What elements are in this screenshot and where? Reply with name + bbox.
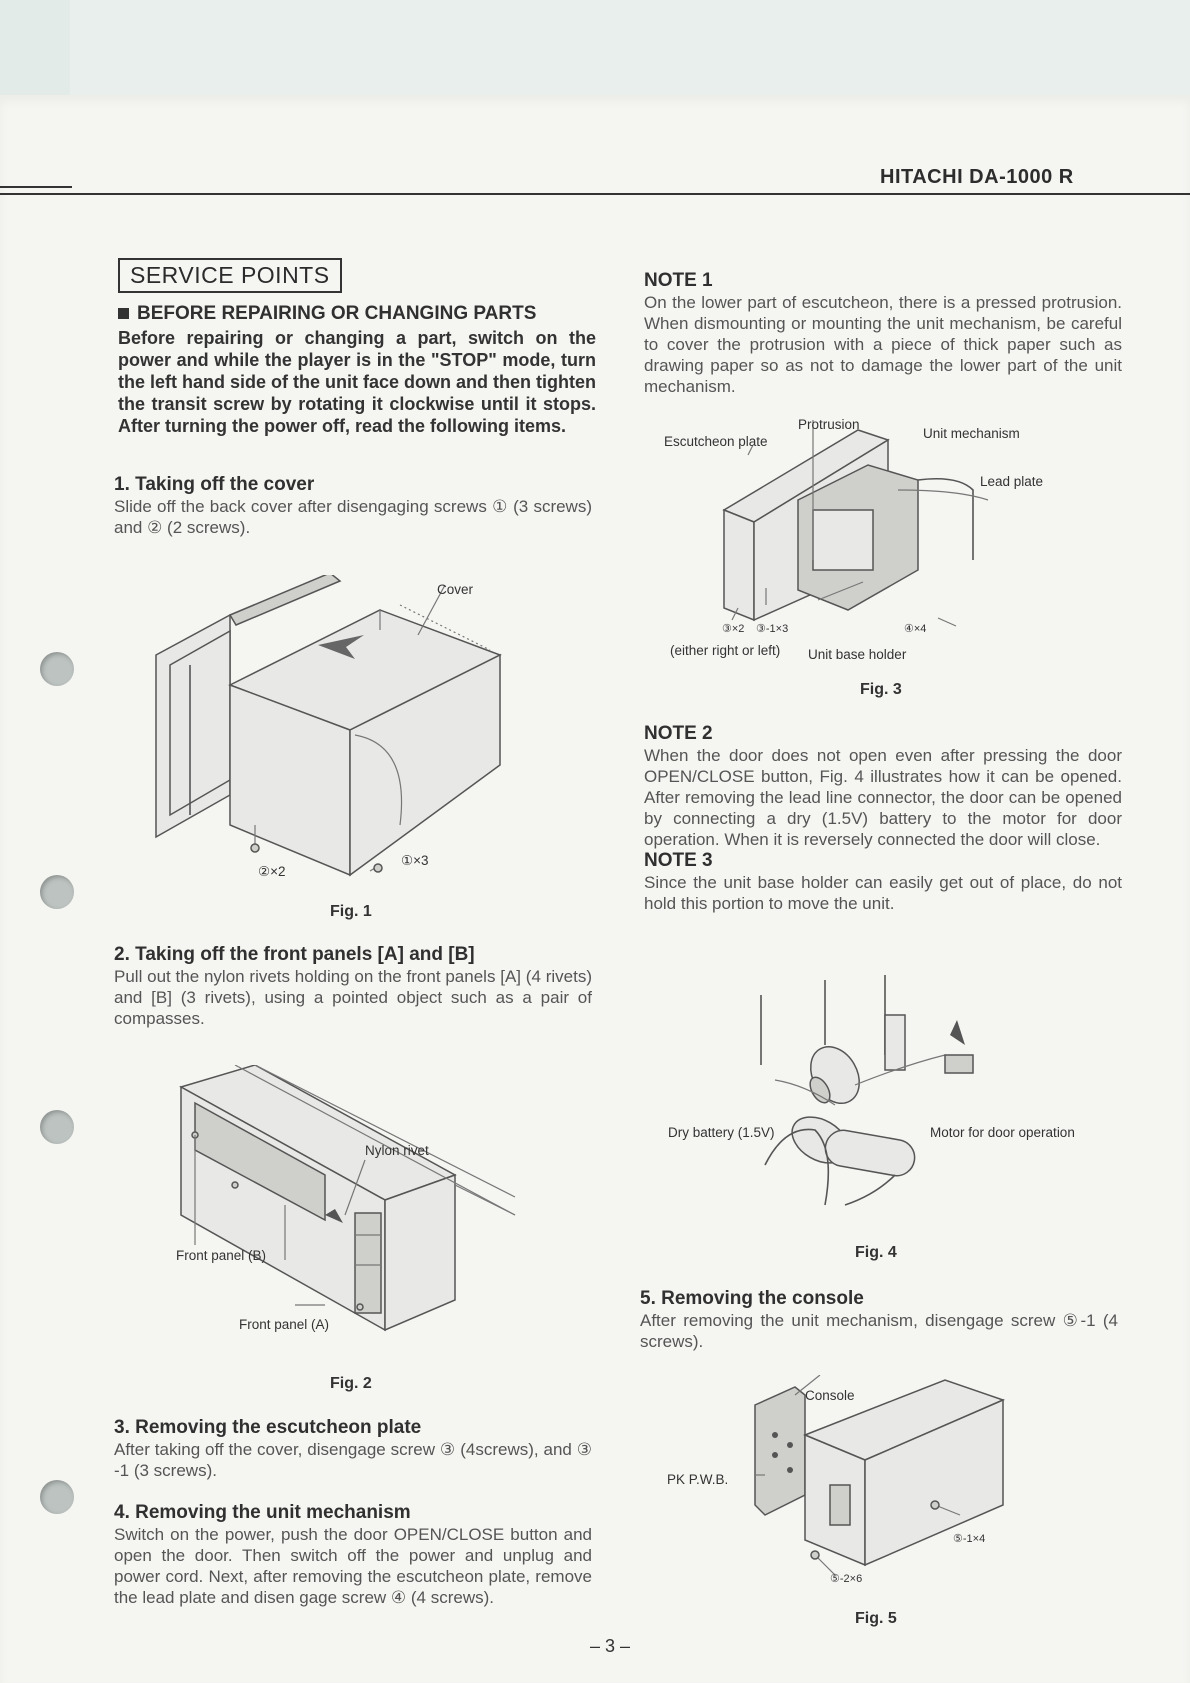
fig4-illustration: [745, 975, 985, 1225]
fig3-unit-mechanism-label: Unit mechanism: [923, 426, 1020, 441]
note-2-text: When the door does not open even after pressing the door OPEN/CLOSE button, Fig. 4 illustrates how it can be opened. After removing the lead line connector, the door can be opened by connecting a dry (1.5V) battery to the motor for door operation. When it is reversely connected the door will close.: [644, 746, 1122, 849]
service-points-title: SERVICE POINTS: [118, 258, 342, 293]
section-3: [114, 1417, 592, 1481]
header-rule-left: [0, 186, 72, 188]
fig3-illustration: [718, 420, 1018, 630]
fig5-screw52x6-label: ⑤-2×6: [830, 1573, 863, 1585]
section-5-title: 5. Removing the console: [640, 1288, 864, 1309]
fig3-lead-plate-label: Lead plate: [980, 474, 1044, 489]
fig2-illustration: [175, 1065, 535, 1335]
section-5-text: After removing the unit mechanism, disengage screw ⑤-1 (4 screws).: [640, 1311, 1118, 1351]
binder-hole: [40, 652, 74, 686]
fig5-screw51x4-label: ⑤-1×4: [953, 1533, 986, 1545]
note-2-title: NOTE 2: [644, 723, 713, 744]
header-rule: [0, 193, 1190, 195]
fig4-motor-label: Motor for door operation: [930, 1125, 1075, 1140]
fig3-screw31x3-label: ③-1×3: [756, 623, 789, 635]
note-3-title: NOTE 3: [644, 850, 713, 871]
section-1: [114, 474, 592, 538]
fig2-nylon-rivet-label: Nylon rivet: [365, 1143, 429, 1158]
left-column: [118, 258, 596, 437]
section-2-text: Pull out the nylon rivets holding on the front panels [A] (4 rivets) and [B] (3 rivets), using a pointed object such as a pair of compasses.: [114, 967, 592, 1028]
note-1-text: On the lower part of escutcheon, there is a pressed protrusion. When dismounting or mounting the unit mechanism, be careful to cover the protrusion with a piece of thick paper such as drawing paper so as not to damage the lower part of the unit mechanism.: [644, 293, 1122, 396]
section-2-title: 2. Taking off the front panels [A] and [B]: [114, 944, 475, 965]
binder-hole: [40, 1480, 74, 1514]
fig3-escutcheon-label: Escutcheon plate: [664, 434, 768, 449]
section-5: [640, 1288, 1118, 1352]
fig5-pk-pwb-label: PK P.W.B.: [667, 1472, 729, 1487]
fig5-console-label: Console: [805, 1388, 855, 1403]
fig2-front-panel-b-label: Front panel (B): [176, 1248, 267, 1263]
fig3-screw3x2-label: ③×2: [722, 623, 745, 635]
fig4-battery-label: Dry battery (1.5V): [668, 1125, 775, 1140]
section-3-text: After taking off the cover, disengage screw ③ (4screws), and ③ -1 (3 screws).: [114, 1440, 592, 1480]
square-bullet-icon: [118, 308, 129, 319]
before-repair-heading: [118, 303, 596, 325]
before-repair-heading-text: BEFORE REPAIRING OR CHANGING PARTS: [137, 303, 537, 324]
fig1-caption: Fig. 1: [330, 903, 372, 920]
binder-hole: [40, 1110, 74, 1144]
fig3-unit-base-holder-label: Unit base holder: [808, 647, 907, 662]
fig5-illustration: [745, 1375, 1015, 1585]
fig2-caption: Fig. 2: [330, 1375, 372, 1392]
fig5-caption: Fig. 5: [855, 1610, 897, 1627]
section-1-title: 1. Taking off the cover: [114, 474, 315, 495]
section-4-text: Switch on the power, push the door OPEN/CLOSE button and open the door. Then switch off the power and unplug and power cord. Next, after removing the escutcheon plate, remove the lead plate and disen gage screw ④ (4 screws).: [114, 1525, 592, 1607]
fig3-caption: Fig. 3: [860, 681, 902, 698]
fig2-front-panel-a-label: Front panel (A): [239, 1317, 330, 1332]
fig3-screw4x4-label: ④×4: [904, 623, 927, 635]
fig4-caption: Fig. 4: [855, 1244, 897, 1261]
before-repair-text: Before repairing or changing a part, switch on the power and while the player is in the "STOP" mode, turn the left hand side of the unit face down and then tighten the transit screw by rotating it clockwise until it stops. After turning the power off, read the following items.: [118, 328, 596, 436]
section-4: [114, 1502, 592, 1608]
fig1-screw1-label: ①×3: [401, 853, 429, 868]
page-number: – 3 –: [590, 1636, 631, 1656]
section-3-title: 3. Removing the escutcheon plate: [114, 1417, 422, 1438]
fig3-either-side-label: (either right or left): [670, 643, 781, 658]
section-4-title: 4. Removing the unit mechanism: [114, 1502, 411, 1523]
note-1-title: NOTE 1: [644, 270, 713, 291]
fig3-protrusion-label: Protrusion: [798, 417, 860, 432]
fig1-cover-label: Cover: [437, 582, 474, 597]
binder-hole: [40, 875, 74, 909]
header-title: HITACHI DA-1000 R: [880, 166, 1074, 188]
fig1-illustration: [150, 575, 540, 885]
section-1-text: Slide off the back cover after disengaging screws ① (3 screws) and ② (2 screws).: [114, 497, 592, 537]
note-2: [644, 723, 1122, 914]
section-2: [114, 944, 592, 1029]
note-1: [644, 270, 1122, 397]
note-3-text: Since the unit base holder can easily get out of place, do not hold this portion to move the unit.: [644, 873, 1122, 913]
fig1-screw2-label: ②×2: [258, 864, 286, 879]
